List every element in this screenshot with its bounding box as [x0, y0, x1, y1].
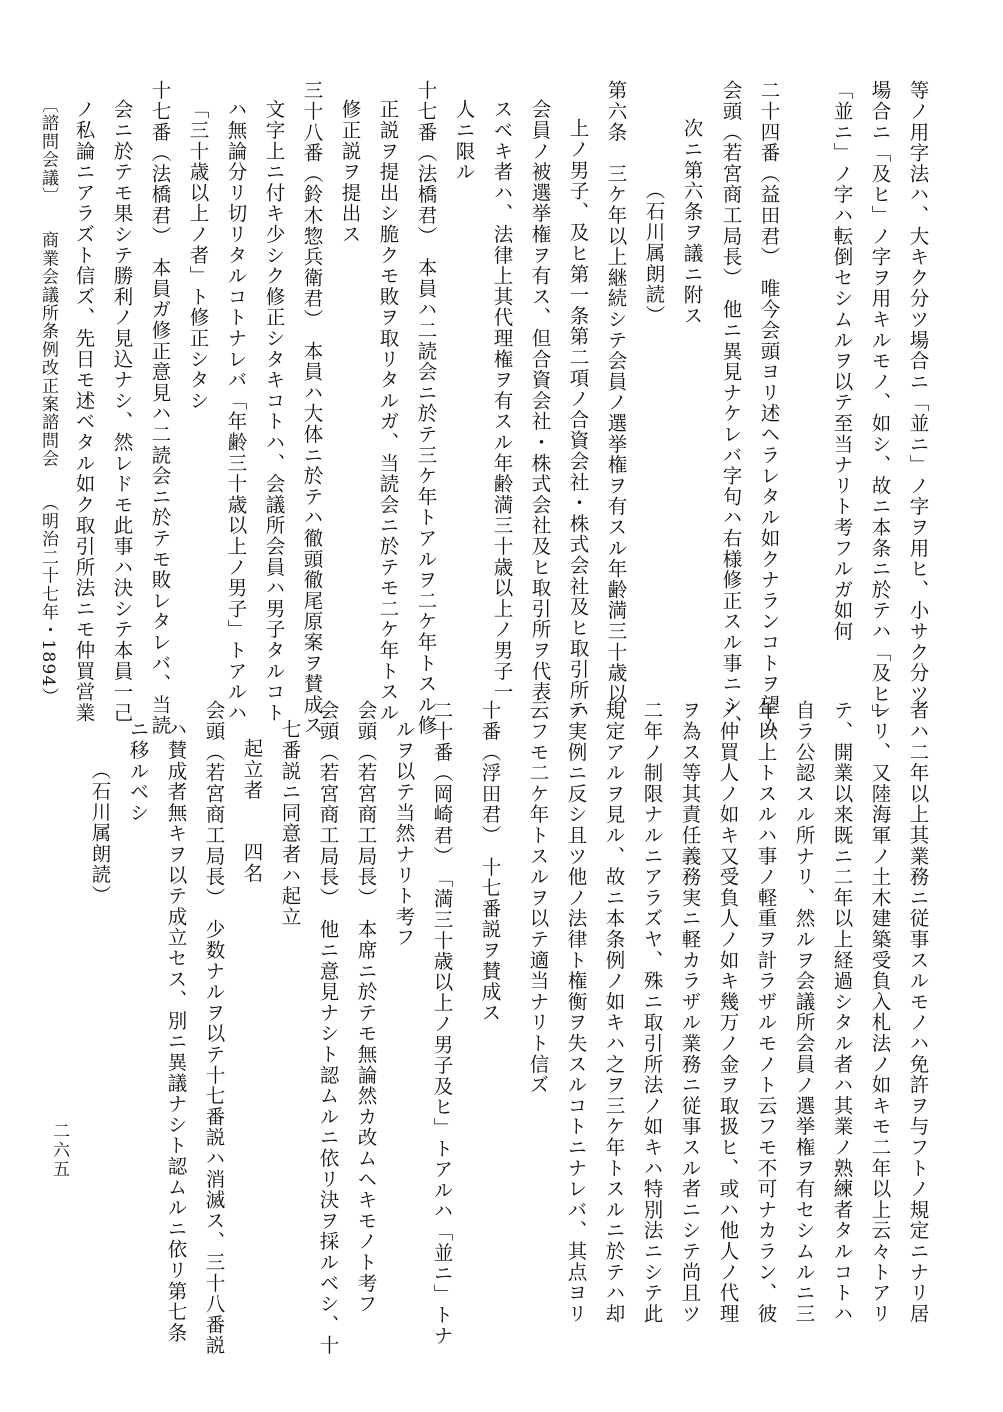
- text-column: 会頭（若宮商工局長） 少数ナルヲ以テ十七番説ハ消滅ス、三十八番説: [202, 700, 226, 1356]
- text-column: 規定アルヲ見ル、故ニ本条例ノ如キハ之ヲ三ケ年トスルニ於テハ却: [602, 700, 626, 1324]
- text-column: ハ無論分リ切リタルコトナレバ「年齢三十歳以上ノ男子」トアルハ: [224, 99, 248, 723]
- text-column: 二十四番（益田君） 唯今会頭ヨリ述ヘラレタル如クナランコトヲ望ム: [757, 80, 781, 736]
- text-column: ルヲ以テ当然ナリト考フ: [392, 719, 416, 948]
- text-column: 人ニ限ル: [452, 99, 476, 183]
- text-column: 「三十歳以上ノ者」ト修正シタシ: [186, 99, 210, 411]
- text-column: 十七番（法橋君） 本員ハ二読会ニ於テ三ケ年トアルヲ二ケ年トスル修: [414, 80, 438, 736]
- section-label: 〔諮問会議〕: [38, 96, 58, 206]
- text-column: 場合ニ「及ヒ」ノ字ヲ用キルモノ、如シ、故ニ本条ニ於テハ「及ヒ」: [868, 80, 892, 725]
- text-column: 修正説ヲ提出ス: [338, 99, 362, 245]
- text-column: テ、開業以来既ニ二年以上経過シタル者ハ其業ノ熟練者タルコトハ: [830, 700, 854, 1324]
- text-column: ノ仲買人ノ如キ又受負人ノ如キ幾万ノ金ヲ取扱ヒ、或ハ他人ノ代理: [716, 700, 740, 1324]
- text-column: 文字上ニ付キ少シク修正シタキコトハ、会議所会員ハ男子タルコト: [262, 99, 286, 723]
- text-column: 七番説ニ同意者ハ起立: [278, 719, 302, 927]
- text-column: ヲ為ス等其責任義務実ニ軽カラザル業務ニ従事スル者ニシテ尚且ツ: [678, 700, 702, 1324]
- text-column: 「並ニ」ノ字ハ転倒セシムルヲ以テ至当ナリト考フルガ如何: [830, 80, 854, 642]
- text-column: 者ハ二年以上其業務ニ従事スルモノハ免許ヲ与フトノ規定ニナリ居: [906, 700, 930, 1324]
- text-column: 年以上トスルハ事ノ軽重ヲ計ラザルモノト云フモ不可ナカラン、彼: [754, 700, 778, 1324]
- text-column: 起立者 四名: [240, 738, 264, 884]
- text-column: 二年ノ制限ナルニアラズヤ、殊ニ取引所法ノ如キハ特別法ニシテ此: [640, 700, 664, 1324]
- text-column: 会員ノ被選挙権ヲ有ス、但合資会社・株式会社及ヒ取引所ヲ代表: [528, 99, 552, 703]
- text-column: レリ、又陸海軍ノ土木建築受負入札法ノ如キモ二年以上云々トアリ: [868, 700, 892, 1324]
- document-title: 商業会議所条例改正案諮問会: [38, 231, 58, 468]
- text-column: 第六条 三ケ年以上継続シテ会員ノ選挙権ヲ有スル年齢満三十歳以: [604, 80, 628, 704]
- text-column: テ実例ニ反シ且ツ他ノ法律ト権衡ヲ失スルコトニナレバ、其点ヨリ: [564, 700, 588, 1324]
- text-column: 三十八番（鈴木惣兵衛君） 本員ハ大体ニ於テハ徹頭徹尾原案ヲ賛成ス: [300, 80, 324, 736]
- text-column: 会頭（若宮商工局長） 他ニ意見ナシト認ムルニ依リ決ヲ採ルベシ、十: [316, 700, 340, 1356]
- text-column: 等ノ用字法ハ、大キク分ツ場合ニ「並ニ」ノ字ヲ用ヒ、小サク分ツ: [906, 80, 930, 704]
- text-column: 会頭（若宮商工局長） 本席ニ於テモ無論然カ改ムヘキモノト考フ: [354, 700, 378, 1315]
- text-column: 云フモ二ケ年トスルヲ以テ適当ナリト信ズ: [526, 700, 550, 1096]
- text-column: （石川属朗読）: [642, 180, 666, 326]
- text-column: （石川属朗読）: [88, 760, 112, 906]
- text-column: 二十番（岡崎君） 「満三十歳以上ノ男子及ヒ」トアルハ「並ニ」トナ: [430, 700, 454, 1347]
- text-column: 十七番（法橋君） 本員ガ修正意見ハ二読会ニ於テモ敗レタレバ、当読: [148, 80, 172, 736]
- text-column: 会ニ於テモ果シテ勝利ノ見込ナシ、然レドモ此事ハ決シテ本員一己: [110, 99, 134, 723]
- page-number: 二六五: [49, 1122, 69, 1179]
- running-footer: [36, 96, 61, 706]
- text-column: ノ私論ニアラズト信ズ、先日モ述ベタル如ク取引所法ニモ仲買営業: [72, 99, 96, 723]
- text-column: 次ニ第六条ヲ議ニ附ス: [680, 118, 704, 326]
- era-label: （明治二十七年・1894）: [38, 493, 58, 706]
- text-column: 十番（浮田君） 十七番説ヲ賛成ス: [478, 700, 502, 1024]
- text-column: 会頭（若宮商工局長） 他ニ異見ナケレバ字句ハ右様修正スル事ニシ、: [719, 80, 743, 736]
- text-column: ハ賛成者無キヲ以テ成立セス、別ニ異議ナシト認ムルニ依リ第七条: [164, 719, 188, 1343]
- text-column: 自ラ公認スル所ナリ、然ルヲ会議所会員ノ選挙権ヲ有セシムルニ三: [792, 700, 816, 1324]
- text-column: スベキ者ハ、法律上其代理権ヲ有スル年齢満三十歳以上ノ男子一: [490, 99, 514, 703]
- text-column: 上ノ男子、及ヒ第一条第二項ノ合資会社・株式会社及ヒ取引所ハ: [566, 118, 590, 722]
- text-column: 正説ヲ提出シ脆クモ敗ヲ取リタルガ、当読会ニ於テモ二ケ年トスル: [376, 99, 400, 723]
- text-column: ニ移ルベシ: [126, 719, 150, 823]
